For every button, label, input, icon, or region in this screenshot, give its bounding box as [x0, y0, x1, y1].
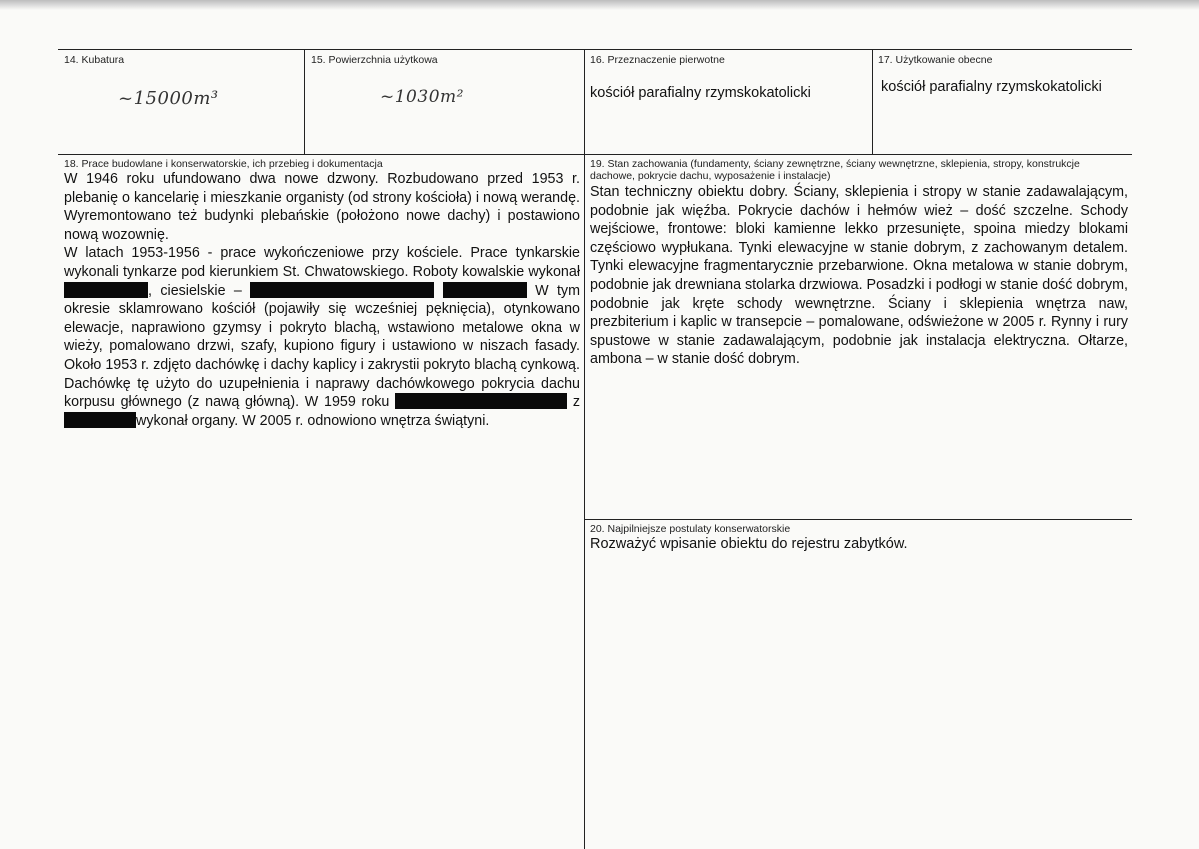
scan-edge-shadow [0, 0, 1199, 10]
box17-value: kościół parafialny rzymskokatolicki [881, 79, 1102, 95]
box17-label: 17. Użytkowanie obecne [878, 54, 993, 66]
redaction-block [395, 393, 567, 409]
box18-text-part-c: W tym okresie sklamrowano kościół (pojawiły się wcześniej pęknięcia), otynkowano elewacje, naprawiono gzymsy i pokryto blachą, wstawiono metalowe okna w wieży, pomalowano drzwi, szafy, kupiono figury i ustawiono w niszach fasady. Około 1953 r. zdjęto dachówkę i dachy kaplicy i zakrystii pokryto blachą cynkową. Dachówkę tę użyto do uzupełnienia i naprawy dachówkowego pokrycia dachu korpusu głównego (z nawą główną). W 1959 roku [64, 282, 580, 411]
grid-line-middle [58, 154, 1132, 155]
box18-text-part-b: , ciesielskie – [148, 282, 242, 299]
redaction-block [64, 282, 148, 298]
redaction-block [443, 282, 527, 298]
box15-handwritten-value: ~1030m² [380, 87, 464, 107]
box19-text: Stan techniczny obiektu dobry. Ściany, sklepienia i stropy w stanie zadawalającym, podobnie jak więźba. Pokrycie dachów i hełmów wież – dość szczelne. Schody wejściowe, frontowe: bloki kamienne lekko przesunięte, spoina miedzy blokami częściowo wypłukana. Tynki elewacyjne w stanie dobrym, z zachowanym detalem. Tynki elewacyjne fragmentarycznie przebarwione. Okna metalowa w stanie dobrym, podobnie jak drewniana stolarka drzwiowa. Posadzki i podłogi w stanie dość dobrym, podobnie jak kręte schody wewnętrzne. Ściany i sklepienia wnętrza naw, prezbiterium i kaplic w transepcie – pomalowane, odświeżone w 2005 r. Rynny i rury spustowe w stanie zadawalającym, podobnie jak instalacja elektryczna. Ołtarze, ambona – w stanie dość dobrym. [590, 184, 1129, 368]
box18-text-part-d: z [572, 394, 580, 411]
box18-label: 18. Prace budowlane i konserwatorskie, ich przebieg i dokumentacja [64, 158, 383, 170]
box14-label: 14. Kubatura [64, 54, 125, 66]
box16-value: kościół parafialny rzymskokatolicki [590, 85, 811, 101]
grid-line-top [58, 49, 1132, 50]
grid-vline-1 [304, 49, 305, 154]
box15-label: 15. Powierzchnia użytkowa [311, 54, 438, 66]
box18-paragraph-2 [64, 244, 580, 430]
redaction-block [64, 412, 136, 428]
box20-text: Rozważyć wpisanie obiektu do rejestru zabytków. [590, 536, 908, 552]
box14-handwritten-value: ~15000m³ [118, 88, 219, 109]
box16-label: 16. Przeznaczenie pierwotne [590, 54, 725, 66]
box18-text [64, 170, 580, 430]
grid-vline-3 [872, 49, 873, 154]
redaction-block [250, 282, 434, 298]
box20-label: 20. Najpilniejsze postulaty konserwatorskie [590, 523, 791, 535]
box19-label: 19. Stan zachowania (fundamenty, ściany zewnętrzne, ściany wewnętrzne, sklepienia, stropy, konstrukcje dachowe, pokrycie dachu, wyposażenie i instalacje) [590, 158, 1080, 182]
box18-text-part-e: wykonał organy. W 2005 r. odnowiono wnętrza świątyni. [136, 412, 490, 429]
box18-paragraph-1: W 1946 roku ufundowano dwa nowe dzwony. Rozbudowano przed 1953 r. plebanię o kancelarię i mieszkanie organisty (od strony kościoła) i nową werandę. Wyremontowano też budynki plebańskie (położono nowe dachy) i postawiono nową wozownię. [64, 171, 580, 243]
grid-vline-2 [584, 49, 585, 849]
grid-line-box20 [584, 519, 1132, 520]
box18-text-part-a: W latach 1953-1956 - prace wykończeniowe przy kościele. Prace tynkarskie wykonali tynkarze pod kierunkiem St. Chwatowskiego. Roboty kowalskie wykonał [64, 245, 580, 280]
